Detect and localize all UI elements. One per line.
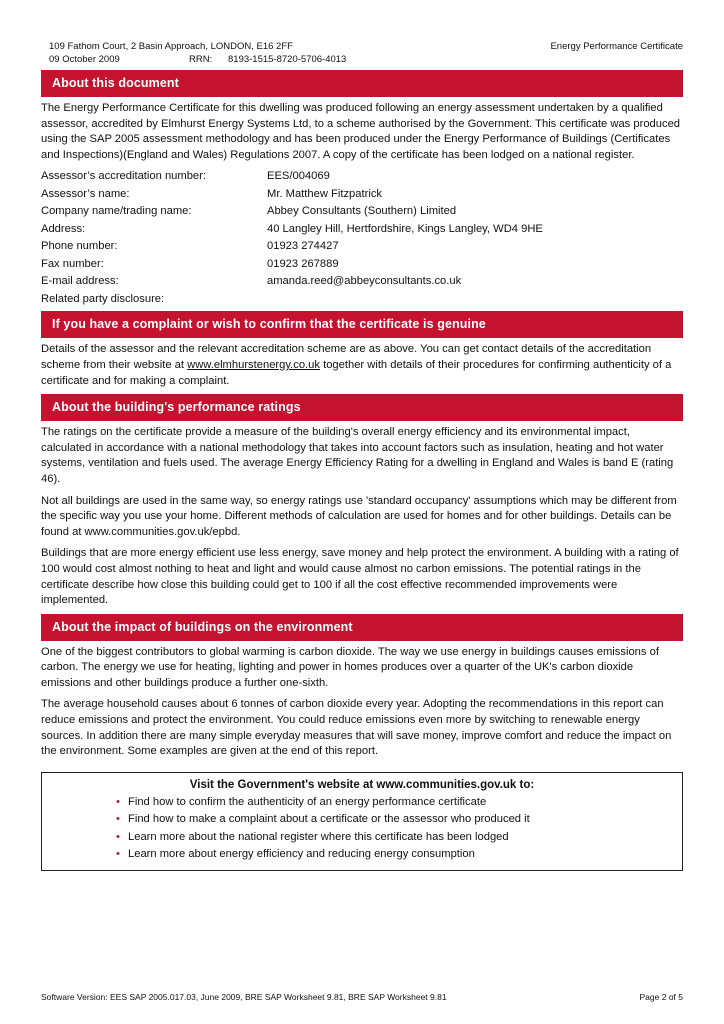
elmhurst-link[interactable]: www.elmhurstenergy.co.uk xyxy=(187,358,320,371)
assessor-value: 01923 267889 xyxy=(267,257,339,270)
list-item-text: Learn more about energy efficiency and reducing energy consumption xyxy=(128,848,475,861)
assessor-label: E-mail address: xyxy=(41,275,119,288)
section-heading-ratings: About the building's performance ratings xyxy=(41,394,683,421)
government-box-list xyxy=(116,794,682,864)
page-header xyxy=(49,40,683,66)
assessor-value: Mr. Matthew Fitzpatrick xyxy=(267,187,383,200)
rrn-label: RRN: xyxy=(189,54,213,65)
government-box-title: Visit the Government's website at www.communities.gov.uk to: xyxy=(189,778,535,791)
assessor-row xyxy=(41,291,683,309)
bullet-icon: • xyxy=(116,830,120,843)
list-item-text: Find how to confirm the authenticity of an energy performance certificate xyxy=(128,795,487,808)
assessor-value: 01923 274427 xyxy=(267,240,339,253)
assessor-value xyxy=(267,291,683,309)
assessor-row xyxy=(41,203,683,221)
page-footer xyxy=(41,992,683,1002)
complaint-text-start: Details of the assessor and the relevant accreditation scheme are as above. You can get contact details of the accreditation scheme from their website at xyxy=(41,343,652,371)
assessor-value: EES/004069 xyxy=(267,170,330,183)
environment-paragraph: The average household causes about 6 tonnes of carbon dioxide every year. Adopting the recommendations in this report can reduce emissions and protect the environment. You could reduce emissions even more by switching to renewable energy sources. In addition there are many simple everyday measures that will save money, improve comfort and reduce the impact on the environment. Some examples are given at the end of this report. xyxy=(41,698,672,758)
certificate-date: 09 October 2009 xyxy=(49,54,120,65)
about-document-text: The Energy Performance Certificate for this dwelling was produced following an energy assessment undertaken by a qualified assessor, accredited by Elmhurst Energy Systems Ltd, to a scheme authorised by the Government. This certificate was produced using the SAP 2005 assessment methodology and has been produced under the Energy Performance of Buildings (Certificates and Inspections)(England and Wales) Regulations 2007. A copy of the certificate has been lodged on a national register. xyxy=(41,102,681,161)
assessor-email[interactable]: amanda.reed@abbeyconsultants.co.uk xyxy=(267,275,462,288)
ratings-paragraph: The ratings on the certificate provide a measure of the building's overall energy efficiency and its environmental impact, calculated in accordance with a national methodology that takes into account factors such as insulation, heating and hot water systems, ventilation and fuels used. The average Energy Efficiency Rating for a dwelling in England and Wales is band E (rating 46). xyxy=(41,426,674,485)
document-title: Energy Performance Certificate xyxy=(550,41,683,52)
assessor-label: Assessor’s accreditation number: xyxy=(41,170,206,183)
software-version: Software Version: EES SAP 2005.017.03, June 2009, BRE SAP Worksheet 9.81, BRE SAP Worksheet 9.81 xyxy=(41,992,447,1002)
complaint-text xyxy=(41,342,683,389)
list-item xyxy=(116,794,682,812)
list-item-text: Learn more about the national register where this certificate has been lodged xyxy=(128,830,509,843)
assessor-label: Company name/trading name: xyxy=(41,205,192,218)
assessor-label: Assessor’s name: xyxy=(41,187,130,200)
complaint-text-end: together with details of their procedures for confirming authenticity of a certificate and for making a complaint. xyxy=(41,358,672,387)
assessor-row xyxy=(41,273,683,291)
bullet-icon: • xyxy=(116,848,120,861)
rrn-number: 8193-1515-8720-5706-4013 xyxy=(228,54,347,65)
assessor-row xyxy=(41,238,683,256)
ratings-paragraph: Not all buildings are used in the same way, so energy ratings use 'standard occupancy' assumptions which may be different from the specific way you use your home. Different methods of calculation are used for homes and for other buildings. Details can be found at www.communities.gov.uk/epbd. xyxy=(41,494,677,538)
section-heading-environment: About the impact of buildings on the environment xyxy=(41,614,683,641)
environment-paragraph: One of the biggest contributors to global warming is carbon dioxide. The way we use energy in buildings causes emissions of carbon. The energy we use for heating, lighting and power in homes produces over a quarter of the UK's carbon dioxide emissions and other buildings produce a further one-sixth. xyxy=(41,645,659,689)
assessor-value: 40 Langley Hill, Hertfordshire, Kings Langley, WD4 9HE xyxy=(267,222,543,235)
government-website-box xyxy=(41,772,683,871)
section-heading-complaint: If you have a complaint or wish to confirm that the certificate is genuine xyxy=(41,311,683,338)
assessor-row xyxy=(41,168,683,186)
ratings-paragraph: Buildings that are more energy efficient use less energy, save money and help protect the environment. A building with a rating of 100 would cost almost nothing to heat and light and would cause almost no carbon emissions. The potential ratings in the certificate describe how close this building could get to 100 if all the cost effective recommended improvements were implemented. xyxy=(41,547,679,607)
assessor-label: Fax number: xyxy=(41,257,104,270)
assessor-row xyxy=(41,186,683,204)
assessor-label: Address: xyxy=(41,222,86,235)
list-item xyxy=(116,811,682,829)
assessor-details xyxy=(41,168,683,308)
assessor-row xyxy=(41,221,683,239)
assessor-label: Related party disclosure: xyxy=(41,292,165,305)
page-content xyxy=(41,70,683,871)
bullet-icon: • xyxy=(116,813,120,826)
assessor-value: Abbey Consultants (Southern) Limited xyxy=(267,205,457,218)
assessor-label: Phone number: xyxy=(41,240,118,253)
page-number: Page 2 of 5 xyxy=(639,992,683,1002)
bullet-icon: • xyxy=(116,795,120,808)
section-heading-about-document: About this document xyxy=(41,70,683,97)
list-item-text: Find how to make a complaint about a certificate or the assessor who produced it xyxy=(128,813,530,826)
list-item xyxy=(116,846,682,864)
property-address: 109 Fathom Court, 2 Basin Approach, LONDON, E16 2FF xyxy=(49,41,293,52)
assessor-row xyxy=(41,256,683,274)
list-item xyxy=(116,829,682,847)
